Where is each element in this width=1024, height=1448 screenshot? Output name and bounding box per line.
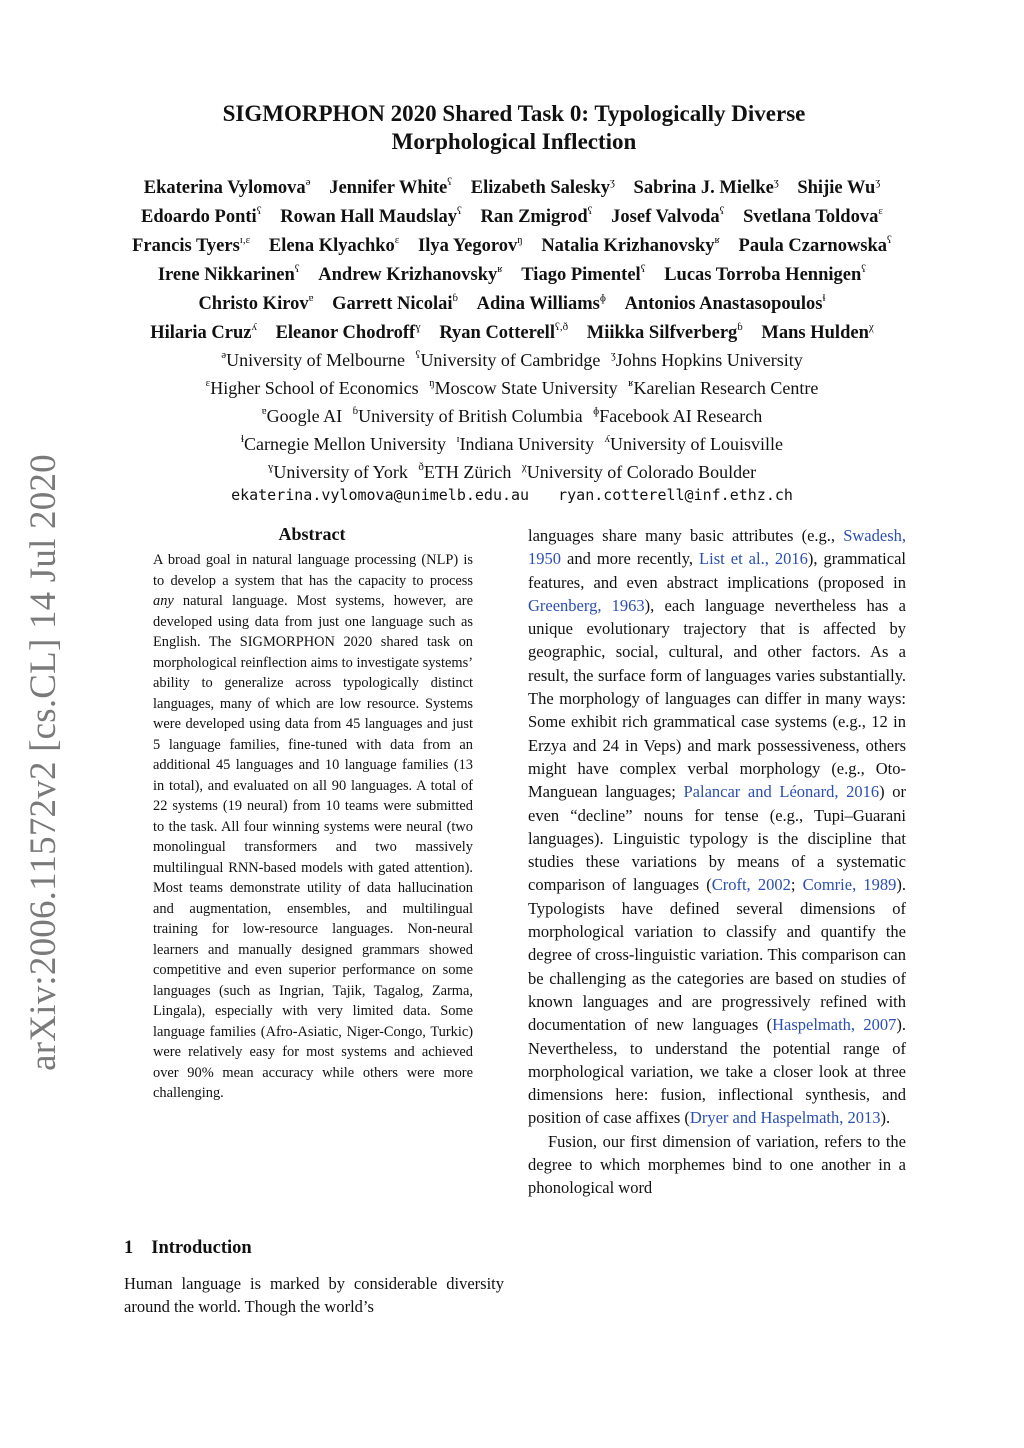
author-line — [20, 261, 1004, 290]
body-paragraph: Fusion, our first dimension of variation, refers to the degree to which morphemes bind to one another in a phonological word — [528, 1131, 906, 1198]
affiliation-line — [60, 374, 964, 402]
abstract-heading: Abstract — [278, 524, 346, 544]
abstract-body: A broad goal in natural language processing (NLP) is to develop a system that has the capacity to process any natural language. Most systems, however, are developed using data from just one language such as English. The SIGMORPHON 2020 shared task on morphological reinflection aims to investigate systems’ ability to generalize across typologically distinct languages, many of which are low resource. Systems were developed using data from 45 languages and just 5 language families, fine-tuned with data from an additional 45 languages and 10 language families (13 in total), and evaluated on all 90 languages. A total of 22 systems (19 neural) from 10 teams were submitted to the task. All four winning systems were neural (two monolingual transformers and two massively multilingual RNN-based models with gated attention). Most teams demonstrate utility of data hallucination and augmentation, ensembles, and multilingual training for low-resource languages. Non-neural learners and manually designed grammars showed competitive and even superior performance on some languages (such as Ingrian, Tajik, Tagalog, Zarma, Lingala), especially with very limited data. Some language families (Afro-Asiatic, Niger-Congo, Turkic) were relatively easy for most systems and achieved over 90% mean accuracy while others were more challenging. — [153, 552, 473, 1101]
author: Hilaria Cruz$^ʎ$ — [150, 321, 257, 343]
author: Jennifer White$^ʕ$ — [329, 176, 453, 198]
affiliation: $^ɛ$Higher School of Economics — [205, 377, 419, 398]
author: Tiago Pimentel$^ʕ$ — [521, 263, 646, 285]
affiliation: $^ð$ETH Zürich — [418, 461, 512, 482]
affiliation: $^ɣ$University of York — [267, 461, 408, 482]
author: Josef Valvoda$^ʕ$ — [611, 205, 725, 227]
author: Lucas Torroba Hennigen$^ʕ$ — [664, 263, 867, 285]
citation-link[interactable]: Haspelmath, 2007 — [772, 1015, 897, 1035]
author: Shijie $Wu^ʒ$ — [797, 176, 881, 198]
affiliation: $^ə$University of Melbourne — [221, 349, 406, 370]
email-address: ekaterina.vylomova@unimelb.edu.au — [231, 486, 530, 504]
affiliation: $^ɐ$Google AI — [261, 405, 343, 426]
section-title: Introduction — [151, 1238, 252, 1258]
author: Ryan Cotterell$^{ʕ,ð}$ — [439, 321, 569, 343]
affiliation: $^ɓ$University of British Columbia — [352, 405, 583, 426]
title-line-2: Morphological Inflection — [391, 129, 637, 154]
author: Andrew Krizhanovsky$^ʁ$ — [318, 263, 503, 285]
section-number: 1 — [124, 1238, 134, 1258]
citation-link[interactable]: Swadesh, 1950 — [528, 526, 906, 569]
author: Ran Zmigrod$^ʕ$ — [480, 205, 593, 227]
citation-link[interactable]: Comrie, 1989 — [802, 875, 897, 895]
affiliation: $^ʕ$University of Cambridge — [415, 349, 601, 370]
affiliation: $^ʒ$Johns Hopkins University — [610, 349, 803, 370]
affiliation: $^ɸ$Facebook AI Research — [593, 405, 763, 426]
author: Rowan Hall Maudslay$^ʕ$ — [280, 205, 462, 227]
author: Ekaterina Vylomova$^ə$ — [143, 176, 311, 198]
email-line — [60, 484, 964, 506]
affiliation: $^\chi$University of Colorado Boulder — [521, 461, 757, 482]
citation-link[interactable]: List et al., 2016 — [699, 549, 808, 569]
author: Svetlana Toldova$^ɛ$ — [743, 205, 883, 227]
author: Adina Williams$^ɸ$ — [476, 292, 606, 314]
author: Francis Tyers$^{ɪ,ɛ}$ — [132, 234, 251, 256]
affiliation-line — [60, 430, 964, 458]
author: Ilya Yegorov$^ŋ$ — [418, 234, 523, 256]
author: Elizabeth Salesky$^ʒ$ — [470, 176, 615, 198]
author-line — [20, 232, 1004, 261]
right-column — [528, 524, 906, 1200]
affiliation: $^ɪ$Indiana University — [456, 433, 595, 454]
affiliation-line — [60, 402, 964, 430]
title-line-1: SIGMORPHON 2020 Shared Task 0: Typologically Diverse — [222, 101, 806, 126]
author: Elena Klyachko$^ɛ$ — [268, 234, 400, 256]
citation-link[interactable]: Dryer and Haspelmath, 2013 — [689, 1108, 881, 1128]
arxiv-identifier: arXiv:2006.11572v2 [cs.CL] 14 Jul 2020 — [22, 453, 64, 1071]
citation-link[interactable]: Croft, 2002 — [711, 875, 791, 895]
author: Antonios Anastasopoulos$^ɬ$ — [624, 292, 826, 314]
citation-link[interactable]: Palancar and Léonard, 2016 — [683, 782, 880, 802]
arxiv-sidebar — [10, 453, 76, 1071]
author: Christo Kirov$^ɐ$ — [198, 292, 314, 314]
affiliation: $^ŋ$Moscow State University — [429, 377, 618, 398]
section-heading — [124, 1238, 504, 1259]
paper-title — [110, 100, 918, 156]
author: Irene Nikkarinen$^ʕ$ — [157, 263, 300, 285]
author: Edoardo Ponti$^ʕ$ — [141, 205, 262, 227]
intro-paragraph: Human language is marked by considerable diversity around the world. Though the world’s — [124, 1274, 504, 1317]
author-line — [20, 290, 1004, 319]
citation-link[interactable]: Greenberg, 1963 — [528, 595, 645, 615]
email-address: ryan.cotterell@inf.ethz.ch — [558, 486, 793, 504]
affiliation-block — [60, 346, 964, 486]
affiliation: $^ʎ$University of Louisville — [604, 433, 784, 454]
affiliation-line — [60, 458, 964, 486]
author-line — [20, 174, 1004, 203]
body-paragraph: languages share many basic attributes (e.g., Swadesh, 1950 and more recently, List et al., 2016), grammatical features, and even abstract implications (proposed in Greenberg, 1963), each language nevertheless has a unique evolutionary trajectory that is affected by geographic, social, cultural, and other factors. As a result, the surface form of languages varies substantially. The morphology of languages can differ in many ways: Some exhibit rich grammatical case systems (e.g., 12 in Erzya and 24 in Veps) and mark possessiveness, others might have complex verbal morphology (e.g., Oto-Manguean languages; Palancar and Léonard, 2016) or even “decline” nouns for tense (e.g., Tupi–Guarani languages). Linguistic typology is the discipline that studies these variations by means of a systematic comparison of languages (Croft, 2002; Comrie, 1989). Typologists have defined several dimensions of morphological variation to classify and quantify the degree of cross-linguistic variation. This comparison can be challenging as the categories are based on studies of known languages and are progressively refined with documentation of new languages (Haspelmath, 2007). Nevertheless, to understand the potential range of morphological variation, we take a closer look at three dimensions here: fusion, inflectional synthesis, and position of case affixes (Dryer and Haspelmath, 2013). — [528, 526, 907, 1128]
author: Sabrina J. Mielke$^ʒ$ — [633, 176, 779, 198]
author: Natalia Krizhanovsky$^ʁ$ — [541, 234, 720, 256]
affiliation: $^ɬ$Carnegie Mellon University — [240, 433, 446, 454]
author-line — [20, 203, 1004, 232]
author: Mans Hulden$^\chi$ — [761, 321, 874, 343]
author: Miikka Silfverberg$^ɓ$ — [586, 321, 743, 343]
affiliation-line — [60, 346, 964, 374]
author: Garrett Nicolai$^ɓ$ — [332, 292, 458, 314]
author: Eleanor Chodroff$^ɣ$ — [275, 321, 421, 343]
affiliation: $^ʁ$Karelian Research Centre — [628, 377, 819, 398]
author-line — [20, 319, 1004, 348]
author: Paula Czarnowska$^ʕ$ — [738, 234, 892, 256]
author-block — [20, 174, 1004, 348]
